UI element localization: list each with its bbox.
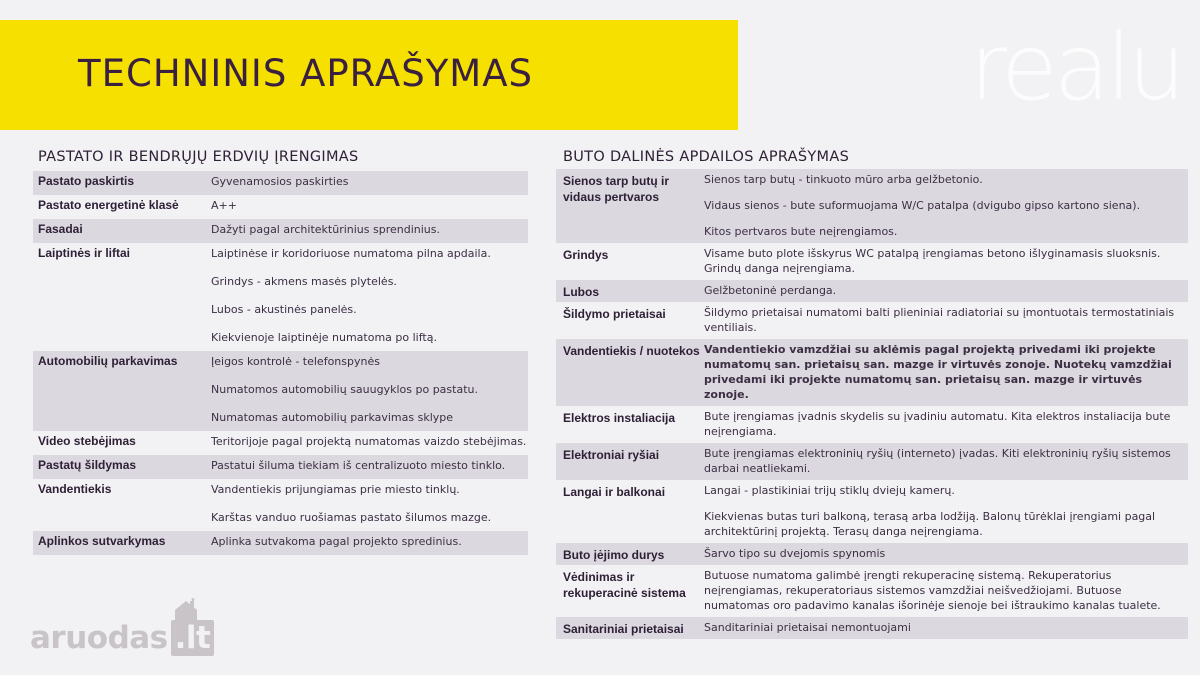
table-row [556,243,1188,280]
row-label: Pastato energetinė klasė [38,198,179,212]
apartment-finish-table [556,169,1188,639]
row-label: Buto įėjimo durys [563,548,665,562]
table-row [33,171,528,195]
row-values [704,302,1188,339]
table-row [556,480,1188,543]
row-value: Karštas vanduo ruošiamas pastato šilumos mazge. [211,511,492,524]
table-row [556,543,1188,565]
row-label: Automobilių parkavimas [38,354,178,368]
aruodas-tld: .lt [171,620,215,656]
row-value: Langai - plastikiniai trijų stiklų dviejų kamerų. [704,484,955,497]
row-label: Fasadai [38,222,83,236]
page-title: TECHNINIS APRAŠYMAS [78,52,534,95]
row-values [211,431,528,455]
table-row [33,195,528,219]
row-value: Kitos pertvaros bute neįrengiamos. [704,225,898,238]
row-values [211,171,528,195]
table-row [33,431,528,455]
row-value: Laiptinėse ir koridoriuose numatoma pilna apdaila. [211,247,491,260]
table-row [556,280,1188,302]
row-values [704,617,1188,639]
row-value: Šarvo tipo su dvejomis spynomis [704,547,886,560]
row-value: Lubos - akustinės panelės. [211,303,357,316]
table-row [556,169,1188,243]
row-value: Bute įrengiamas elektroninių ryšių (interneto) įvadas. Kiti elektroninių ryšių sistemos darbai neatliekami. [704,447,1171,475]
row-values [704,169,1188,243]
row-value: Numatomas automobilių parkavimas sklype [211,411,454,424]
left-section-heading: PASTATO IR BENDRŲJŲ ERDVIŲ ĮRENGIMAS [38,149,359,165]
table-row [556,617,1188,639]
table-row [556,339,1188,406]
row-value: Visame buto plote išskyrus WC patalpą įrengiamas betono išlyginamasis sluoksnis. Grindų danga neįrengiama. [704,247,1161,275]
row-label: Langai ir balkonai [563,485,666,499]
row-value: Vandentiekis prijungiamas prie miesto tinklų. [211,483,460,496]
row-values [704,280,1188,302]
table-row [556,406,1188,443]
row-label: Elektroniai ryšiai [563,448,660,462]
row-value: Numatomos automobilių sauugyklos po pastatu. [211,383,478,396]
row-values [211,455,528,479]
row-values [211,195,528,219]
row-label: Vandentiekis / nuotekos [563,344,700,358]
row-value: Įeigos kontrolė - telefonspynės [211,355,380,368]
row-values [211,351,528,431]
row-values [704,339,1188,406]
row-label: Vandentiekis [38,482,112,496]
row-values [211,219,528,243]
row-values [211,243,528,351]
row-label: Video stebėjimas [38,434,136,448]
row-label: Laiptinės ir liftai [38,246,131,260]
row-label: Grindys [563,248,609,262]
row-value: Bute įrengiamas įvadnis skydelis su įvadiniu automatu. Kita elektros instaliacija bute neįrengiama. [704,410,1171,438]
right-section-heading: BUTO DALINĖS APDAILOS APRAŠYMAS [563,149,850,165]
row-values [704,543,1188,565]
row-value: Sienos tarp butų - tinkuoto mūro arba gelžbetonio. [704,173,983,186]
brand-logo: realu [969,14,1182,121]
table-row [556,302,1188,339]
table-row [33,479,528,531]
table-row [556,443,1188,480]
row-values [704,565,1188,617]
table-row [33,351,528,431]
row-value: Vidaus sienos - bute suformuojama W/C patalpa (dvigubo gipso kartono siena). [704,199,1141,212]
table-row [33,455,528,479]
row-values [704,406,1188,443]
table-row [33,219,528,243]
aruodas-watermark [30,620,214,656]
row-label: Sanitariniai prietaisai [563,622,684,636]
aruodas-name: aruodas [30,620,168,656]
row-value: Gyvenamosios paskirties [211,175,349,188]
row-label: Pastatų šildymas [38,458,137,472]
row-value: Šildymo prietaisai numatomi balti plieniniai radiatoriai su įmontuotais termostatiniais ventiliais. [704,306,1175,334]
row-value: Pastatui šiluma tiekiam iš centralizuoto miesto tinklo. [211,459,506,472]
row-value: Kiekvienoje laiptinėje numatoma po liftą. [211,331,437,344]
row-value: Grindys - akmens masės plytelės. [211,275,397,288]
row-label: Elektros instaliacija [563,411,676,425]
row-values [704,480,1188,543]
row-values [704,243,1188,280]
row-label: Pastato paskirtis [38,174,135,188]
row-label: Vėdinimas ir rekuperacinė sistema [563,570,686,600]
row-value: Dažyti pagal architektūrinius sprendinius. [211,223,440,236]
row-value: Kiekvienas butas turi balkoną, terasą arba lodžiją. Balonų tūrėklai įrengiami pagal architektūrinį projektą. Terasų danga neįrengiama. [704,510,1156,538]
row-label: Šildymo prietaisai [563,307,666,321]
row-label: Lubos [563,285,599,299]
row-value: Teritorijoje pagal projektą numatomas vaizdo stebėjimas. [211,435,527,448]
house-icon [172,598,200,622]
building-equipment-table [33,171,528,555]
row-value: Sanditariniai prietaisai nemontuojami [704,621,911,634]
row-label: Aplinkos sutvarkymas [38,534,166,548]
row-values [211,531,528,555]
row-label: Sienos tarp butų ir vidaus pertvaros [563,174,670,204]
row-value: Aplinka sutvakoma pagal projekto spredinius. [211,535,462,548]
table-row [33,243,528,351]
row-values [704,443,1188,480]
row-values [211,479,528,531]
row-value: Butuose numatoma galimbė įrengti rekuperacinę sistemą. Rekuperatorius neįrengiamas, rekuperatoriaus sistemos vamzdžiai neišvedžiojami. Butuose numatomas oro padavimo kanalas išorinėje sienoje bei ištraukimo kanalas tualete. [704,569,1161,612]
table-row [33,531,528,555]
row-value: Gelžbetoninė perdanga. [704,284,837,297]
table-row [556,565,1188,617]
row-value: Vandentiekio vamzdžiai su aklėmis pagal projektą privedami iki projekte numatomų san. prietaisų san. mazge ir virtuvės zonoje. Nuotekų vamzdžiai privedami iki projekte numatomų san. prietaisų san. mazge ir virtuvės zonoje. [704,343,1172,401]
row-value: A++ [211,199,237,212]
title-band [0,20,738,130]
